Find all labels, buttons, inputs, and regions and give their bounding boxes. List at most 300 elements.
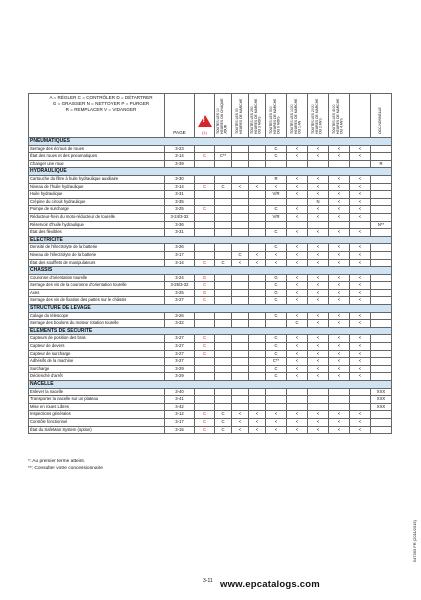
table-row <box>29 418 392 426</box>
item-page: 3-27 <box>165 350 195 358</box>
interval-cell: C <box>215 259 232 267</box>
warning-cell <box>195 221 215 229</box>
item-page: 3-14 <box>165 183 195 191</box>
warning-cell <box>195 244 215 252</box>
interval-cell: < <box>350 259 371 267</box>
table-row <box>29 229 392 237</box>
legend-line: R = REMPLACER V = VIDANGER <box>65 107 137 113</box>
interval-cell <box>371 244 392 252</box>
interval-cell: < <box>308 373 329 381</box>
interval-cell: < <box>287 350 308 358</box>
interval-cell <box>215 221 232 229</box>
warning-icon: ! <box>198 115 212 127</box>
interval-cell <box>371 411 392 419</box>
interval-cell <box>371 343 392 351</box>
interval-cell: < <box>350 411 371 419</box>
interval-cell: < <box>287 343 308 351</box>
interval-cell: C <box>215 418 232 426</box>
table-row <box>29 373 392 381</box>
interval-cell <box>215 213 232 221</box>
interval-cell: < <box>329 198 350 206</box>
interval-cell: < <box>287 282 308 290</box>
item-label: État des flexibles <box>29 229 165 237</box>
interval-cell: < <box>287 206 308 214</box>
warning-cell <box>195 358 215 366</box>
interval-cell <box>249 282 266 290</box>
interval-cell: < <box>350 335 371 343</box>
interval-cell <box>215 175 232 183</box>
interval-cell: < <box>249 418 266 426</box>
interval-cell <box>215 274 232 282</box>
item-label: Transporter la nacelle sur un plateau <box>29 396 165 404</box>
table-row <box>29 396 392 404</box>
table-row <box>29 145 392 153</box>
interval-cell <box>232 175 249 183</box>
interval-cell <box>232 244 249 252</box>
interval-cell <box>371 373 392 381</box>
interval-cell: < <box>350 358 371 366</box>
interval-cell <box>350 388 371 396</box>
interval-cell <box>215 251 232 259</box>
interval-cell <box>215 206 232 214</box>
interval-cell: < <box>329 297 350 305</box>
interval-cell: R <box>266 175 287 183</box>
interval-cell: < <box>329 259 350 267</box>
interval-cell <box>232 403 249 411</box>
section-row <box>29 381 392 389</box>
item-label: Enlever la nacelle <box>29 388 165 396</box>
table-row <box>29 183 392 191</box>
interval-cell: < <box>287 259 308 267</box>
legend-line: A = RÉGLER C = CONTRÔLER D = DÉTARTRER <box>49 95 153 100</box>
item-page: 3-12 <box>165 411 195 419</box>
table-row <box>29 411 392 419</box>
interval-header: OCC.NONNELLE <box>371 94 392 138</box>
interval-cell: C <box>266 350 287 358</box>
interval-cell <box>249 320 266 328</box>
interval-cell <box>329 160 350 168</box>
section-row <box>29 305 392 313</box>
item-page: 3-35 <box>165 198 195 206</box>
warning-cell: G <box>195 289 215 297</box>
section-title: ÉLÉMENTS DE SÉCURITÉ <box>29 327 392 335</box>
interval-cell <box>215 282 232 290</box>
item-label: Serrage des boulons du moteur rotation tourelle <box>29 320 165 328</box>
table-row <box>29 251 392 259</box>
interval-cell <box>249 297 266 305</box>
interval-cell <box>215 297 232 305</box>
interval-cell: < <box>266 426 287 434</box>
interval-cell <box>350 160 371 168</box>
interval-cell <box>215 350 232 358</box>
interval-cell: < <box>308 191 329 199</box>
warning-cell: C <box>195 297 215 305</box>
item-page: 3-17 <box>165 418 195 426</box>
interval-cell: < <box>350 206 371 214</box>
item-label: Déclenché d'arrêt <box>29 373 165 381</box>
interval-cell: < <box>329 358 350 366</box>
interval-cell <box>249 153 266 161</box>
interval-cell <box>249 175 266 183</box>
interval-cell: < <box>329 320 350 328</box>
interval-cell: R <box>371 160 392 168</box>
warning-cell <box>195 160 215 168</box>
section-row <box>29 168 392 176</box>
interval-cell <box>371 335 392 343</box>
interval-cell: < <box>266 418 287 426</box>
interval-cell: < <box>249 411 266 419</box>
interval-cell <box>215 373 232 381</box>
side-reference: 547393 FR (2011/2015) <box>412 520 417 563</box>
interval-cell <box>371 274 392 282</box>
interval-cell: G <box>266 289 287 297</box>
interval-cell <box>249 335 266 343</box>
item-label: Niveau de l'électrolyte de la batterie <box>29 251 165 259</box>
interval-cell <box>215 289 232 297</box>
interval-cell <box>215 145 232 153</box>
interval-cell: < <box>308 418 329 426</box>
item-label: Capteurs de position des bras <box>29 335 165 343</box>
interval-cell: < <box>287 373 308 381</box>
warning-cell <box>195 396 215 404</box>
item-label: Crépine du circuit hydraulique <box>29 198 165 206</box>
interval-cell: < <box>329 289 350 297</box>
item-page: 3-39 <box>165 160 195 168</box>
interval-cell: < <box>308 426 329 434</box>
interval-cell <box>249 403 266 411</box>
interval-cell <box>249 198 266 206</box>
interval-cell <box>215 198 232 206</box>
interval-cell <box>232 229 249 237</box>
item-page: 3-26 <box>165 244 195 252</box>
interval-cell <box>249 350 266 358</box>
interval-cell <box>215 396 232 404</box>
interval-cell: < <box>329 335 350 343</box>
interval-cell <box>215 320 232 328</box>
interval-cell <box>232 396 249 404</box>
item-label: Axes <box>29 289 165 297</box>
interval-cell <box>287 388 308 396</box>
interval-cell: < <box>329 213 350 221</box>
interval-cell: < <box>329 282 350 290</box>
item-label: Capteur de surcharge <box>29 350 165 358</box>
warning-cell: C <box>195 411 215 419</box>
interval-cell: C <box>287 320 308 328</box>
interval-cell: < <box>329 206 350 214</box>
table-row <box>29 343 392 351</box>
interval-cell: < <box>350 297 371 305</box>
interval-cell: < <box>287 183 308 191</box>
warning-cell <box>195 191 215 199</box>
warning-note: (1) <box>202 130 207 136</box>
interval-cell <box>371 426 392 434</box>
interval-cell: C <box>266 145 287 153</box>
section-title: ÉLECTRICITÉ <box>29 236 392 244</box>
interval-cell <box>232 153 249 161</box>
interval-cell: < <box>308 145 329 153</box>
interval-cell <box>232 312 249 320</box>
interval-cell <box>371 213 392 221</box>
interval-cell <box>249 388 266 396</box>
table-row <box>29 335 392 343</box>
interval-cell: < <box>287 244 308 252</box>
interval-cell <box>371 183 392 191</box>
interval-cell <box>266 388 287 396</box>
item-label: Inspections générales <box>29 411 165 419</box>
interval-cell: C <box>266 206 287 214</box>
interval-cell: < <box>350 251 371 259</box>
interval-cell: < <box>308 343 329 351</box>
interval-header: TOUTES LES 10 HEURES OU CHAQUE JOUR <box>215 94 232 138</box>
item-label: Surcharge <box>29 365 165 373</box>
footnote: *: Au premier terme atteint. <box>28 459 86 464</box>
interval-cell <box>249 343 266 351</box>
interval-cell <box>249 221 266 229</box>
interval-cell: < <box>287 191 308 199</box>
interval-cell: C <box>266 343 287 351</box>
item-label: Densité de l'électrolyte de la batterie <box>29 244 165 252</box>
item-label: Réducteur-frein du moto-réducteur de tourelle <box>29 213 165 221</box>
interval-cell: < <box>329 251 350 259</box>
interval-cell <box>249 213 266 221</box>
interval-cell: < <box>329 145 350 153</box>
interval-header: TOUTES LES 1000 HEURES DE MARCHE OU 1 AN <box>287 94 308 138</box>
interval-cell: < <box>287 175 308 183</box>
footnote: **: Consulter votre concessionnaire <box>28 466 103 471</box>
table-row <box>29 206 392 214</box>
interval-cell <box>371 229 392 237</box>
interval-cell: < <box>287 358 308 366</box>
interval-cell: < <box>266 251 287 259</box>
interval-cell: C <box>266 282 287 290</box>
item-label: État du SafeMan System (option) <box>29 426 165 434</box>
maintenance-table <box>28 93 392 434</box>
interval-cell: < <box>287 153 308 161</box>
interval-cell: < <box>287 312 308 320</box>
interval-cell <box>249 244 266 252</box>
interval-cell: G <box>266 274 287 282</box>
interval-cell: < <box>308 213 329 221</box>
interval-cell: < <box>329 244 350 252</box>
warning-cell <box>195 312 215 320</box>
interval-cell: < <box>287 145 308 153</box>
interval-cell <box>215 388 232 396</box>
interval-cell: C <box>232 251 249 259</box>
interval-cell: < <box>249 183 266 191</box>
interval-cell <box>266 221 287 229</box>
item-label: Calage du télescope <box>29 312 165 320</box>
item-label: Cartouche du filtre à huile hydraulique auxiliaire <box>29 175 165 183</box>
interval-cell <box>215 403 232 411</box>
interval-cell: < <box>350 175 371 183</box>
interval-cell <box>249 396 266 404</box>
interval-cell: < <box>350 153 371 161</box>
item-page: 3-14 <box>165 259 195 267</box>
interval-cell <box>371 320 392 328</box>
interval-cell <box>215 343 232 351</box>
warning-cell: C <box>195 418 215 426</box>
footnotes <box>28 458 103 472</box>
interval-cell <box>350 221 371 229</box>
interval-cell: < <box>287 297 308 305</box>
legend-line: G = GRAISSER N = NETTOYER P = PURGER <box>52 101 150 107</box>
item-label: Serrage des écrous de roues <box>29 145 165 153</box>
item-page: 3-27 <box>165 358 195 366</box>
interval-cell: C <box>266 244 287 252</box>
table-body <box>29 138 392 434</box>
interval-cell: < <box>287 418 308 426</box>
interval-cell <box>249 206 266 214</box>
item-page: 3-14 <box>165 153 195 161</box>
interval-cell <box>350 396 371 404</box>
interval-cell: < <box>266 259 287 267</box>
interval-cell: < <box>329 191 350 199</box>
item-page: 3-27 <box>165 343 195 351</box>
item-label: Mise en roues Libres <box>29 403 165 411</box>
interval-header: TOUTES LES 50 HEURES DE MARCHE <box>232 94 249 138</box>
warning-cell: C <box>195 206 215 214</box>
item-label: Capteur de devers <box>29 343 165 351</box>
item-page: 3-27 <box>165 335 195 343</box>
item-label: Niveau de l'huile hydraulique <box>29 183 165 191</box>
interval-cell <box>287 403 308 411</box>
table-row <box>29 175 392 183</box>
table-row <box>29 297 392 305</box>
interval-cell <box>287 198 308 206</box>
interval-cell <box>329 221 350 229</box>
interval-cell: < <box>308 175 329 183</box>
warning-cell <box>195 373 215 381</box>
interval-cell: XXX <box>371 396 392 404</box>
item-label: Serrage des vis de la couronne d'orientation tourelle <box>29 282 165 290</box>
section-title: STRUCTURE DE LEVAGE <box>29 305 392 313</box>
interval-cell: < <box>329 373 350 381</box>
interval-cell: < <box>287 274 308 282</box>
item-page: 3-42 <box>165 403 195 411</box>
interval-cell <box>371 206 392 214</box>
table-row <box>29 426 392 434</box>
interval-cell: < <box>350 373 371 381</box>
interval-cell <box>215 312 232 320</box>
legend <box>34 95 168 114</box>
table-row <box>29 358 392 366</box>
interval-cell: < <box>350 191 371 199</box>
interval-cell: < <box>287 335 308 343</box>
interval-cell <box>371 251 392 259</box>
table-row <box>29 282 392 290</box>
interval-cell: < <box>287 426 308 434</box>
warning-cell <box>195 229 215 237</box>
item-label: Adhésifs de la machine <box>29 358 165 366</box>
warning-cell: C <box>195 335 215 343</box>
interval-cell: < <box>232 426 249 434</box>
interval-cell <box>287 221 308 229</box>
interval-cell: C <box>215 426 232 434</box>
interval-cell: C <box>215 183 232 191</box>
interval-cell <box>232 365 249 373</box>
interval-cell <box>371 175 392 183</box>
interval-cell <box>232 350 249 358</box>
interval-cell <box>266 403 287 411</box>
table-row <box>29 244 392 252</box>
interval-cell: < <box>329 274 350 282</box>
interval-cell <box>308 403 329 411</box>
item-page: 3-26/3-32 <box>165 282 195 290</box>
interval-cell: < <box>350 312 371 320</box>
item-page: 3-32 <box>165 320 195 328</box>
interval-cell <box>232 373 249 381</box>
interval-cell <box>232 198 249 206</box>
interval-cell: < <box>350 145 371 153</box>
item-page: 3-40 <box>165 388 195 396</box>
item-label: État des roues et des pneumatiques <box>29 153 165 161</box>
interval-cell: < <box>287 251 308 259</box>
interval-cell <box>232 388 249 396</box>
interval-cell <box>232 297 249 305</box>
interval-cell: < <box>308 297 329 305</box>
interval-cell <box>249 229 266 237</box>
interval-cell <box>232 191 249 199</box>
warning-cell: C <box>195 426 215 434</box>
interval-cell <box>249 289 266 297</box>
interval-cell: < <box>287 365 308 373</box>
interval-cell: < <box>350 343 371 351</box>
interval-cell: < <box>308 312 329 320</box>
table-row <box>29 289 392 297</box>
interval-cell: < <box>350 418 371 426</box>
interval-cell: < <box>308 411 329 419</box>
table-row <box>29 221 392 229</box>
section-title: CHÂSSIS <box>29 267 392 275</box>
interval-cell <box>249 312 266 320</box>
page-column-header: PAGE <box>165 94 195 138</box>
interval-cell <box>371 297 392 305</box>
interval-cell: < <box>308 251 329 259</box>
table-row <box>29 388 392 396</box>
interval-cell: < <box>308 289 329 297</box>
interval-cell <box>232 145 249 153</box>
interval-cell: N <box>308 198 329 206</box>
interval-cell <box>371 418 392 426</box>
interval-cell <box>308 160 329 168</box>
warning-cell: C <box>195 282 215 290</box>
interval-cell <box>371 358 392 366</box>
interval-cell: < <box>232 259 249 267</box>
interval-cell: < <box>308 320 329 328</box>
interval-cell: < <box>350 274 371 282</box>
interval-cell <box>232 274 249 282</box>
section-row <box>29 138 392 146</box>
interval-cell: < <box>249 426 266 434</box>
warning-cell <box>195 175 215 183</box>
warning-cell: C <box>195 153 215 161</box>
interval-cell <box>371 312 392 320</box>
section-row <box>29 267 392 275</box>
item-label: État des soufflets de manipulateurs <box>29 259 165 267</box>
interval-cell: < <box>232 418 249 426</box>
interval-cell <box>266 198 287 206</box>
item-page: 3-30 <box>165 175 195 183</box>
interval-cell: C <box>266 373 287 381</box>
interval-cell: C <box>266 335 287 343</box>
interval-cell <box>249 191 266 199</box>
interval-cell: < <box>350 365 371 373</box>
item-page: 3-41 <box>165 396 195 404</box>
table-row <box>29 259 392 267</box>
interval-header: TOUTES LES 250 HEURES DE MARCHE OU 3 MOIS <box>249 94 266 138</box>
interval-cell: < <box>350 350 371 358</box>
interval-cell <box>232 282 249 290</box>
